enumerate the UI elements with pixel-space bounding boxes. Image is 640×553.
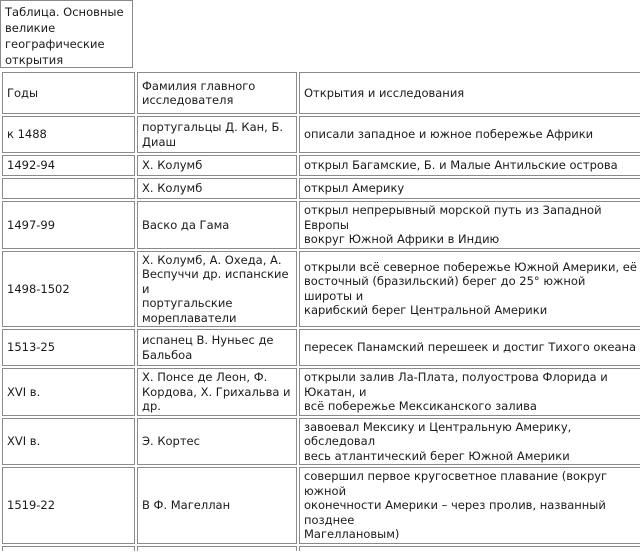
- cell-cut: [299, 546, 640, 551]
- cell-discoveries: [299, 251, 640, 328]
- header-discoveries: Открытия и исследования: [299, 72, 640, 114]
- cell-discoveries-line: карибский берег Центральной Америки: [304, 303, 548, 318]
- cell-explorer-line: португальские: [142, 296, 233, 310]
- cell-explorer: [137, 155, 297, 176]
- table-title-line: географические: [5, 37, 105, 51]
- cell-years: XVI в.: [2, 368, 135, 416]
- cell-explorer: [137, 251, 297, 328]
- table-header-row: [2, 72, 640, 114]
- cell-explorer-line: Кордова, Х. Грихальва и др.: [142, 384, 291, 413]
- cell-years: к 1488: [2, 116, 135, 153]
- cell-years: XVI в.: [2, 418, 135, 466]
- cell-explorer-line: Веспуччи др. испанские и: [142, 267, 289, 296]
- cell-discoveries-line: открыл Багамские, Б. и Малые Антильские острова: [304, 158, 618, 173]
- table-title-line: великие: [5, 21, 56, 35]
- cell-explorer: [137, 201, 297, 249]
- table-row: [2, 329, 640, 366]
- cell-explorer: [137, 467, 297, 544]
- cell-discoveries: [299, 368, 640, 416]
- table-row: [2, 116, 640, 153]
- cell-years: 1492-94: [2, 155, 135, 176]
- cell-explorer-line: Х. Колумб: [142, 158, 203, 173]
- cell-discoveries: [299, 467, 640, 544]
- cell-discoveries-line: открыли залив Ла-Плата, полуострова Флорида и Юкатан, и: [304, 370, 608, 399]
- cell-discoveries-line: оконечности Америки – через пролив, названный позднее: [304, 498, 606, 527]
- table-row: [2, 251, 640, 328]
- cell-cut: [2, 546, 135, 551]
- cell-explorer: [137, 329, 297, 366]
- cell-discoveries-line: завоевал Мексику и Центральную Америку, обследовал: [304, 419, 572, 448]
- table-row: [2, 368, 640, 416]
- cell-years: 1513-25: [2, 329, 135, 366]
- cell-discoveries: [299, 329, 640, 366]
- cell-discoveries: [299, 155, 640, 176]
- cell-discoveries: [299, 116, 640, 153]
- cell-explorer-line: португальцы Д. Кан, Б.: [142, 120, 284, 134]
- header-explorer-line: исследователя: [142, 93, 234, 107]
- cell-explorer-line: В Ф. Магеллан: [142, 498, 231, 512]
- cell-discoveries-line: пересек Панамский перешеек и достиг Тихого океана: [304, 340, 637, 355]
- cell-discoveries-line: совершил первое кругосветное плавание (вокруг южной: [304, 469, 608, 498]
- table-title-line: открытия: [5, 53, 64, 67]
- cell-explorer-line: Диаш: [142, 134, 177, 149]
- cell-discoveries-line: вокруг Южной Африки в Индию: [304, 232, 500, 246]
- cell-explorer: [137, 368, 297, 416]
- cell-years: 1497-99: [2, 201, 135, 249]
- cell-discoveries-line: описали западное и южное побережье Африки: [304, 127, 594, 142]
- cell-explorer-line: испанец В. Нуньес де: [142, 333, 274, 347]
- table-row: [2, 178, 640, 199]
- cell-explorer: [137, 178, 297, 199]
- cell-discoveries-line: открыл Америку: [304, 181, 405, 196]
- cell-explorer-line: Х. Понсе де Леон, Ф.: [142, 370, 268, 384]
- cell-discoveries-line: открыли всё северное побережье Южной Америки, её: [304, 259, 637, 274]
- cell-explorer-line: мореплаватели: [142, 310, 237, 325]
- table-row: [2, 467, 640, 544]
- header-explorer: [137, 72, 297, 114]
- cell-explorer-line: Х. Колумб: [142, 181, 203, 196]
- discoveries-table: [0, 70, 640, 553]
- cell-discoveries-line: Магеллановым): [304, 527, 400, 541]
- header-years: Годы: [2, 72, 135, 114]
- cell-discoveries: [299, 178, 640, 199]
- cell-years: 1519-22: [2, 467, 135, 544]
- cell-years: [2, 178, 135, 199]
- table-title-line: Таблица. Основные: [5, 5, 124, 19]
- cell-discoveries-line: открыл непрерывный морской путь из Западной Европы: [304, 203, 602, 232]
- cell-explorer-line: Бальбоа: [142, 347, 193, 362]
- table-title: [0, 0, 133, 68]
- header-explorer-line: Фамилия главного: [142, 78, 256, 93]
- cell-discoveries: [299, 201, 640, 249]
- table-row-cut: [2, 546, 640, 551]
- cell-explorer-line: Э. Кортес: [142, 434, 200, 448]
- table-row: [2, 155, 640, 176]
- table-row: [2, 201, 640, 249]
- cell-discoveries-line: всё побережье Мексиканского залива: [304, 399, 537, 413]
- cell-years: 1498-1502: [2, 251, 135, 328]
- cell-explorer: [137, 116, 297, 153]
- cell-discoveries-line: весь атлантический берег Южной Америки: [304, 448, 570, 463]
- cell-discoveries-line: восточный (бразильский) берег до 25° южной широты и: [304, 274, 586, 303]
- cell-cut: [137, 546, 297, 551]
- cell-explorer-line: Васко да Гама: [142, 217, 230, 232]
- cell-explorer-line: Х. Колумб, А. Охеда, А.: [142, 252, 282, 267]
